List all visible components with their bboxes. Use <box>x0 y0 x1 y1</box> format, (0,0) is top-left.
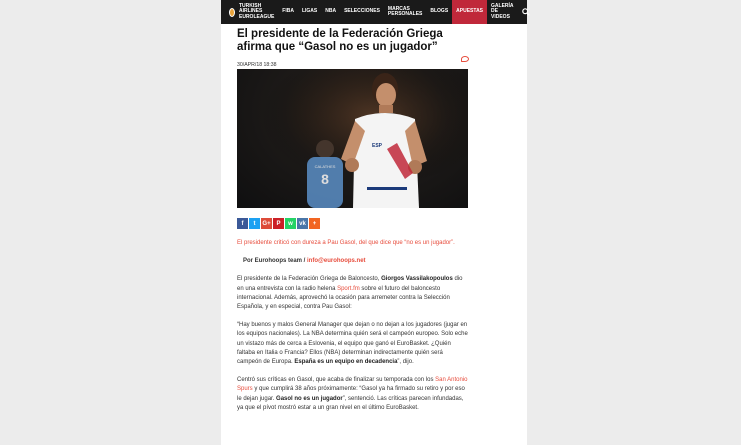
text-span: Centró sus críticas en Gasol, que acaba de finalizar su temporada con los <box>237 377 436 384</box>
bold-quote: Gasol no es un jugador <box>276 395 343 402</box>
search-button[interactable] <box>518 0 534 24</box>
byline-author: Por Eurohoops team / <box>243 258 308 265</box>
nav-item-6[interactable]: BLOGS <box>430 8 449 15</box>
more-icon[interactable]: + <box>309 218 320 229</box>
article-meta <box>237 59 469 69</box>
site-logo[interactable] <box>221 0 235 24</box>
top-navigation <box>221 0 527 24</box>
google-plus-icon[interactable]: G+ <box>261 218 272 229</box>
sportfm-link[interactable]: Sport.fm <box>337 285 360 292</box>
nav-item-1[interactable]: FIBA <box>282 8 294 15</box>
article-date: 30/APR/18 18:38 <box>237 62 277 68</box>
article-paragraph-2 <box>237 321 469 367</box>
nav-item-2[interactable]: LIGAS <box>301 8 318 15</box>
article-body <box>237 239 469 422</box>
twitter-icon[interactable]: t <box>249 218 260 229</box>
bold-quote: España es un equipo en decadencia <box>294 359 398 366</box>
article-lead: El presidente criticó con dureza a Pau Gasol, del que dice que “no es un jugador”. <box>237 240 455 246</box>
article-title: El presidente de la Federación Griega afirma que “Gasol no es un jugador” <box>237 28 443 53</box>
article <box>237 28 469 411</box>
text-span: “Hay buenos y malos General Manager que dejan o no dejan a los jugadores (jugar en los equipos nacionales). La NBA determina quién será el campeón europeo. Solo eche un vistazo más de cerca a Eslovenia, el equipo que ganó el EuroBasket. ¿Quién faltaba en Italia o Francia? Ellos (NBA) determinan indirectamente quién será campeón de Europa. <box>237 322 468 366</box>
article-paragraph-1 <box>237 275 469 312</box>
text-span: y que cumplirá 38 años próximamente: “Gasol ya ha firmado su retiro y por eso le dejan jugar. <box>237 386 465 402</box>
svg-text:ESP: ESP <box>372 143 383 149</box>
facebook-icon[interactable]: f <box>237 218 248 229</box>
pinterest-icon[interactable]: P <box>273 218 284 229</box>
article-paragraph-3 <box>237 376 469 413</box>
jersey-number: 8 <box>321 171 329 187</box>
nav-item-3[interactable]: NBA <box>325 8 337 15</box>
nav-item-0[interactable]: TURKISH AIRLINES EUROLEAGUE <box>239 2 275 20</box>
nav-item-4[interactable]: SELECCIONES <box>344 8 380 15</box>
person-name: Giorgos Vassilakopoulos <box>381 276 453 283</box>
nav-item-5[interactable]: MARCAS PERSONALES <box>387 5 423 17</box>
vk-icon[interactable]: vk <box>297 218 308 229</box>
jersey-name: CALATHES <box>314 164 336 169</box>
text-span: ”, dijo. <box>397 359 414 366</box>
comment-icon[interactable] <box>461 56 469 62</box>
share-buttons <box>237 218 320 229</box>
search-icon <box>522 8 530 16</box>
article-byline <box>237 257 469 266</box>
text-span: dio en una entrevista con la radio helena <box>237 276 463 292</box>
spurs-link[interactable]: San Antonio Spurs <box>237 377 468 393</box>
byline-email-link[interactable]: info@eurohoops.net <box>307 258 366 265</box>
text-span: ”, sentenció. Las críticas parecen infundadas, ya que el pívot mostró estar a un gran nivel en el último EuroBasket. <box>237 395 464 411</box>
nav-item-7[interactable]: APUESTAS <box>452 0 487 24</box>
nav-menu <box>235 0 518 24</box>
text-span: sobre el futuro del baloncesto internacional. Además, aprovechó la ocasión para arremeter contra la Selección Española, y en especial, contra Pau Gasol: <box>237 285 450 311</box>
text-span: El presidente de la Federación Griega de Baloncesto, <box>237 276 382 283</box>
basketball-photo <box>237 69 468 208</box>
nav-item-8[interactable]: GALERÍA DE VIDEOS <box>491 2 514 20</box>
article-photo <box>237 69 468 208</box>
whatsapp-icon[interactable]: w <box>285 218 296 229</box>
